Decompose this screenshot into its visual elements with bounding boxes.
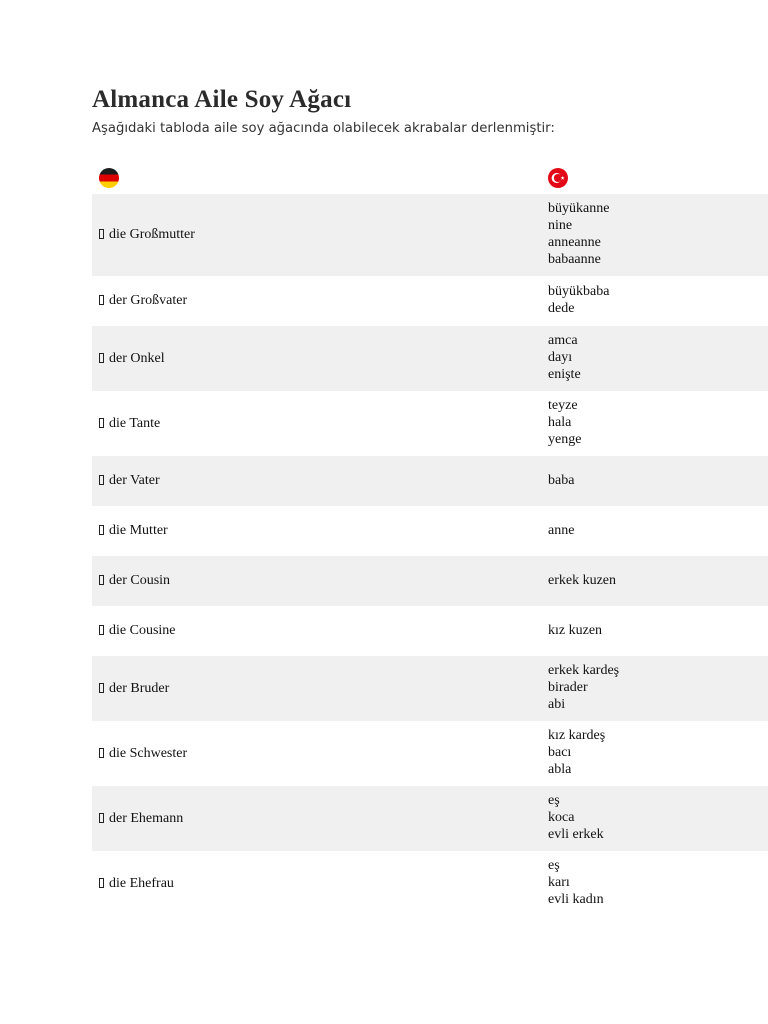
german-term-cell <box>92 721 548 786</box>
missing-glyph-icon <box>99 418 104 428</box>
missing-glyph-icon <box>99 525 104 535</box>
german-term-cell <box>92 656 548 721</box>
turkish-term: büyükanne <box>548 201 610 217</box>
turkish-terms-cell <box>548 721 768 786</box>
germany-flag-icon <box>99 168 119 188</box>
table-row <box>92 656 768 721</box>
turkish-term: erkek kardeş <box>548 663 620 679</box>
missing-glyph-icon <box>99 878 104 888</box>
turkish-terms-cell <box>548 456 768 506</box>
missing-glyph-icon <box>99 748 104 758</box>
turkish-term: amca <box>548 333 578 349</box>
turkish-terms-cell <box>548 606 768 656</box>
turkish-term: bacı <box>548 745 572 761</box>
german-term-cell <box>92 276 548 326</box>
table-row <box>92 276 768 326</box>
turkish-term: dede <box>548 301 575 316</box>
german-term: der Bruder <box>109 680 170 696</box>
german-term: die Tante <box>109 415 161 431</box>
missing-glyph-icon <box>99 475 104 485</box>
turkish-term: nine <box>548 218 573 234</box>
turkish-term: evli kadın <box>548 891 604 907</box>
turkish-term: erkek kuzen <box>548 572 617 588</box>
turkish-term: teyze <box>548 398 578 414</box>
table-row <box>92 721 768 786</box>
turkish-term: eş <box>548 793 560 809</box>
flag-header-row <box>92 163 768 193</box>
turkish-terms-cell <box>548 276 768 326</box>
turkish-term: eş <box>548 858 560 874</box>
german-term: die Ehefrau <box>109 875 174 891</box>
german-term: die Mutter <box>109 523 168 538</box>
table-row <box>92 556 768 606</box>
german-term-cell <box>92 194 548 276</box>
turkish-terms-cell <box>548 556 768 606</box>
turkish-term: baba <box>548 472 575 488</box>
german-term: die Schwester <box>109 745 188 761</box>
table-row <box>92 606 768 656</box>
turkish-term: abi <box>548 696 566 712</box>
page-subtitle: Aşağıdaki tabloda aile soy ağacında olabilecek akrabalar derlenmiştir: <box>92 121 555 136</box>
german-term-cell <box>92 456 548 506</box>
missing-glyph-icon <box>99 353 104 363</box>
turkish-term: babaanne <box>548 251 601 267</box>
german-term-cell <box>92 786 548 851</box>
family-tree-table <box>92 194 768 916</box>
turkish-term: anneanne <box>548 235 601 250</box>
turkish-term: yenge <box>548 431 582 447</box>
turkish-term: evli erkek <box>548 826 604 842</box>
table-row <box>92 506 768 556</box>
german-term: der Großvater <box>109 293 188 308</box>
turkish-term: dayı <box>548 350 573 366</box>
turkish-terms-cell <box>548 851 768 916</box>
table-row <box>92 786 768 851</box>
turkish-term: enişte <box>548 366 581 382</box>
turkish-terms-cell <box>548 656 768 721</box>
german-term: der Vater <box>109 473 160 488</box>
turkish-term: kız kardeş <box>548 728 606 744</box>
table-row <box>92 851 768 916</box>
german-term: der Cousin <box>109 573 171 588</box>
table-row <box>92 194 768 276</box>
turkish-terms-cell <box>548 326 768 391</box>
table-row <box>92 456 768 506</box>
table-row <box>92 326 768 391</box>
turkish-term: koca <box>548 810 575 826</box>
turkish-term: karı <box>548 875 570 891</box>
turkish-terms-cell <box>548 506 768 556</box>
turkish-term: birader <box>548 680 588 696</box>
missing-glyph-icon <box>99 575 104 585</box>
german-term: der Ehemann <box>109 810 184 826</box>
missing-glyph-icon <box>99 229 104 239</box>
table-row <box>92 391 768 456</box>
turkish-term: anne <box>548 522 575 538</box>
page-title: Almanca Aile Soy Ağacı <box>92 86 352 113</box>
turkish-term: büyükbaba <box>548 284 610 300</box>
turkish-terms-cell <box>548 194 768 276</box>
german-term: die Cousine <box>109 623 176 638</box>
german-term-cell <box>92 506 548 556</box>
turkish-term: kız kuzen <box>548 622 603 638</box>
german-term-cell <box>92 391 548 456</box>
turkish-terms-cell <box>548 786 768 851</box>
turkish-terms-cell <box>548 391 768 456</box>
german-term-cell <box>92 326 548 391</box>
german-term: die Großmutter <box>109 227 195 242</box>
german-term-cell <box>92 606 548 656</box>
turkish-term: hala <box>548 415 572 431</box>
turkish-term: abla <box>548 761 572 777</box>
turkey-flag-icon <box>548 168 568 188</box>
missing-glyph-icon <box>99 625 104 635</box>
german-term-cell <box>92 851 548 916</box>
german-term-cell <box>92 556 548 606</box>
missing-glyph-icon <box>99 813 104 823</box>
missing-glyph-icon <box>99 683 104 693</box>
missing-glyph-icon <box>99 295 104 305</box>
german-term: der Onkel <box>109 350 165 366</box>
